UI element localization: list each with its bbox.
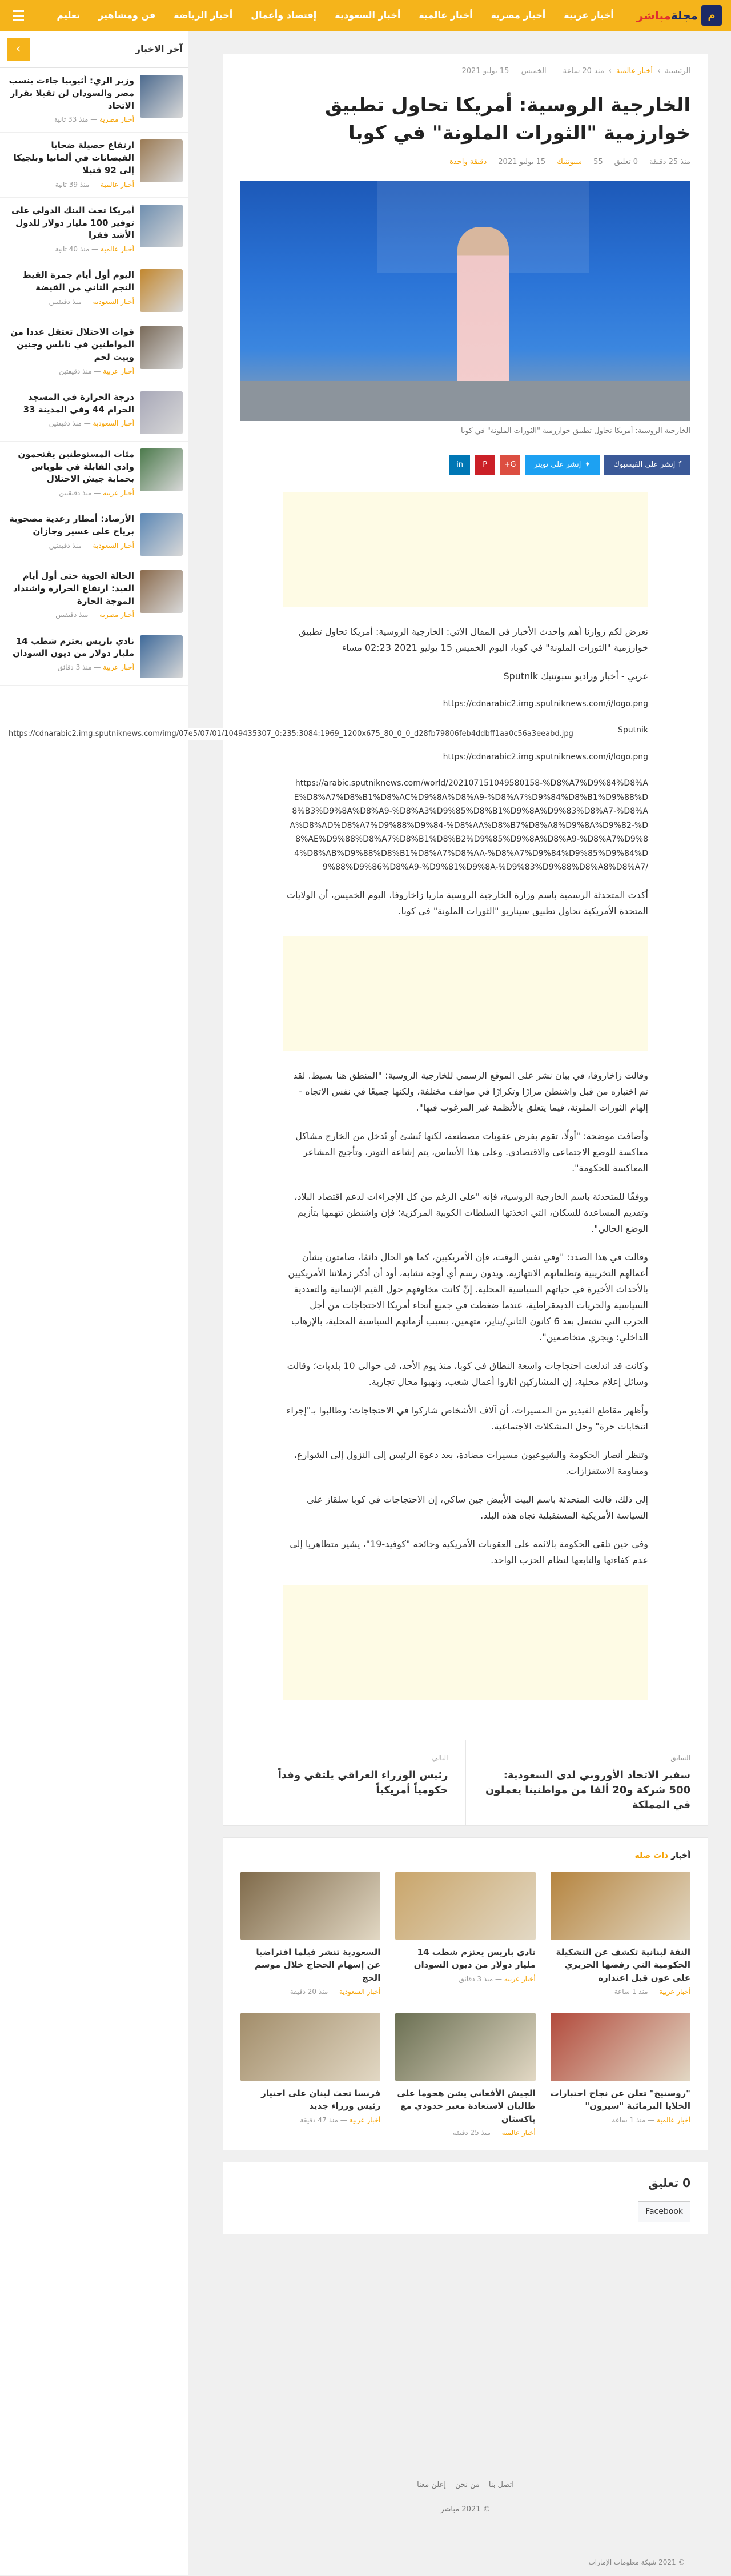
news-title[interactable]: وزير الري: أثيوبيا جاءت بنسب مصر والسودان لن تقبلا بقرار الاتحاد	[9, 75, 134, 111]
article-intro: نعرض لكم زوارنا أهم وأحدث الأخبار فى المقال الاتي: الخارجية الروسية: أمريكا تحاول تطبيق خوارزمية "الثورات الملونة" في كوبا، اليوم الخميس 15 يوليو 2021 02:23 مساء	[299, 626, 648, 653]
logo-url[interactable]: https://cdnarabic2.img.sputniknews.com/i/logo.png	[443, 699, 648, 708]
related-thumbnail[interactable]	[395, 1872, 535, 1940]
footer-copyright: © 2021 مباشر	[440, 2505, 491, 2514]
article-paragraph: وفي حين تلقي الحكومة بالائمة على العقوبات الأمريكية وجائحة "كوفيد-19"، يشير متظاهريا إلى عدم كفاءتها والتابعها لنظام الحزب الواحد.	[290, 1538, 648, 1565]
site-logo[interactable]	[637, 5, 722, 26]
meta-read-time: دقيقة واحدة	[449, 158, 487, 167]
news-category[interactable]: أخبار السعودية	[93, 297, 134, 306]
news-category[interactable]: أخبار عربية	[103, 489, 134, 497]
related-card[interactable]	[240, 1872, 380, 1998]
news-category[interactable]: أخبار عربية	[103, 367, 134, 375]
sidebar-list	[0, 68, 188, 686]
news-meta: أخبار السعودية — منذ دقيقتين	[49, 541, 134, 550]
related-thumbnail[interactable]	[240, 1872, 380, 1940]
breadcrumb-category[interactable]: أخبار عالمية	[616, 67, 653, 75]
related-category[interactable]: أخبار عالمية	[501, 2129, 536, 2137]
next-title: رئيس الوزراء العراقي يلتقي وفداً حكومياً أمريكياً	[278, 1769, 448, 1797]
related-card[interactable]	[240, 2013, 380, 2139]
meta-source[interactable]: سبوتنيك	[557, 158, 583, 167]
related-meta: أخبار عربية — منذ 1 ساعة	[614, 1988, 690, 1996]
related-date: منذ 1 ساعة	[614, 1988, 648, 1996]
main-nav	[47, 0, 622, 31]
ad-slot[interactable]	[283, 1585, 648, 1700]
hero-podium	[240, 381, 690, 421]
news-thumbnail[interactable]	[140, 635, 183, 678]
sidebar-news-item[interactable]	[0, 506, 188, 563]
news-thumbnail[interactable]	[140, 326, 183, 369]
news-thumbnail[interactable]	[140, 391, 183, 434]
nav-item[interactable]: أخبار عربية	[564, 10, 614, 21]
news-text	[6, 139, 134, 190]
article-paragraph: وكانت قد اندلعت احتجاجات واسعة النطاق في كوبا، منذ يوم الأحد، في حوالي 10 بلديات؛ وقالت وسائل إعلام محلية، إن المشاركين أثاروا أعمال شغب، ونهبوا محال تجارية.	[287, 1360, 648, 1387]
news-date: منذ دقيقتين	[59, 489, 92, 497]
prev-title: سفير الاتحاد الأوروبي لدى السعودية: 500 شركة و20 ألفا من مواطنينا يعملون في المملكة	[485, 1769, 690, 1812]
sidebar-news-item[interactable]	[0, 563, 188, 628]
meta-comments[interactable]: 0 تعليق	[614, 158, 638, 167]
related-title[interactable]: فرنسا تحث لبنان على اختيار رئيس وزراء جديد	[261, 2088, 381, 2112]
news-meta: أخبار عالمية — منذ 40 ثانية	[55, 245, 134, 254]
news-category[interactable]: أخبار السعودية	[93, 541, 134, 550]
news-meta: أخبار مصرية — منذ 33 ثانية	[54, 115, 134, 124]
news-category[interactable]: أخبار مصرية	[99, 115, 134, 124]
related-title[interactable]: السعودية تنشر فيلما افتراضيا عن إسهام الحجاج خلال موسم الحج	[255, 1946, 381, 1983]
news-date: منذ 39 ثانية	[55, 180, 90, 189]
related-card[interactable]	[395, 2013, 535, 2139]
menu-icon[interactable]	[9, 6, 27, 25]
latest-news-sidebar	[0, 31, 188, 2575]
news-category[interactable]: أخبار مصرية	[99, 611, 134, 619]
sidebar-news-item[interactable]	[0, 628, 188, 686]
news-meta: أخبار السعودية — منذ دقيقتين	[49, 297, 134, 306]
breadcrumb-separator: ›	[657, 67, 661, 75]
article-title: الخارجية الروسية: أمريكا تحاول تطبيق خوارزمية "الثورات الملونة" في كوبا	[325, 93, 690, 145]
news-meta: أخبار عربية — منذ 3 دقائق	[57, 663, 134, 672]
news-date: منذ دقيقتين	[59, 367, 92, 375]
nav-item[interactable]: أخبار عالمية	[419, 10, 473, 21]
related-thumbnail[interactable]	[551, 1872, 690, 1940]
news-thumbnail[interactable]	[140, 448, 183, 491]
breadcrumb-home[interactable]: الرئيسية	[665, 67, 690, 75]
article-paragraph: وأضافت موضحة: "أولًا، تقوم بفرض عقوبات مصطنعة، لكنها تُنشئ أو تُدخل من الخارج مشاكل معاكسة للوضع الاجتماعي والاقتصادي. وعلى هذا الأساس، يتم إشاعة التوتر، وتأجيج المشاعر المعاكسة للحكومة".	[295, 1130, 648, 1173]
news-meta: أخبار مصرية — منذ دقيقتين	[55, 611, 134, 619]
sidebar-news-item[interactable]	[0, 262, 188, 319]
related-title[interactable]: الجيش الأفغاني يشن هجوما على طالبان لاستعادة معبر حدودي مع باكستان	[397, 2088, 536, 2124]
share-gplus-button[interactable]: G+	[500, 455, 520, 475]
news-thumbnail[interactable]	[140, 570, 183, 613]
logo-url-2[interactable]: https://cdnarabic2.img.sputniknews.com/i/logo.png	[443, 752, 648, 762]
chevron-right-icon[interactable]: ›	[7, 38, 30, 61]
nav-item[interactable]: فن ومشاهير	[98, 10, 156, 21]
news-text	[6, 391, 134, 430]
ad-slot[interactable]	[283, 492, 648, 607]
news-title[interactable]: الحالة الجوية حتى أول أيام العيد: ارتفاع الحرارة واشتداد الموجة الحارة	[13, 571, 134, 606]
related-date: منذ 20 دقيقة	[290, 1988, 328, 1996]
comments-section	[223, 2162, 708, 2234]
article-paragraph: وأظهر مقاطع الفيديو من المسيرات، أن آلاف الأشخاص شاركوا في الاحتجاجات؛ وطالبوا بـ"إجراء انتخابات حرة" وحل المشكلات الاجتماعية.	[286, 1404, 648, 1432]
news-thumbnail[interactable]	[140, 75, 183, 118]
breadcrumb-separator: —	[551, 67, 559, 75]
article-url[interactable]: https://arabic.sputniknews.com/world/202107151049580158-%D8%A7%D9%84%D8%AE%D8%A7%D8%B1%D8%AC%D9%8A%D8%A9-%D8%A7%D9%84%D8%B1%D9%88%D8%B3%D9%8A%D8%A9-%D8%A3%D9%85%D8%B1%D9%8A%D9%83%D8%A7-%D8%AA%D8%AD%D8%A7%D9%88%D9%84-%D8%AA%D8%B7%D8%A8%D9%8A%D9%82-%D8%AE%D9%88%D8%A7%D8%B1%D8%B2%D9%85%D9%8A%D8%A9-%D8%A7%D9%84%D8%AB%D9%88%D8%B1%D8%A7%D8%AA-%D8%A7%D9%84%D9%85%D9%84%D9%88%D9%86%D8%A9-%D9%81%D9%8A-%D9%83%D9%88%D8%A8%D8%A7/	[290, 779, 648, 872]
article-source: عربي - أخبار وراديو سبوتنيك Sputnik	[503, 670, 648, 682]
news-meta: أخبار عالمية — منذ 39 ثانية	[55, 180, 134, 189]
news-category[interactable]: أخبار عالمية	[100, 180, 134, 189]
related-meta: أخبار عالمية — منذ 25 دقيقة	[452, 2129, 536, 2137]
article-paragraph: وقالت في هذا الصدد: "وفي نفس الوقت، فإن الأمريكيين، كما هو الحال دائمًا، صامتون بشأن أعمالهم التخريبية وتطلعاتهم الانتهازية. ويدون رسم أي أوجه تشابه، أود أن أذكر زملائنا الأمريكيين بالأحداث الأخيرة في حياتهم السياسية المحلية. إنّ كانت مخاوفهم حول القيم الإنسانية والتعددية السياسية والحريات الديمقراطية، عندما ضغطت في جميع أنحاء أمريكا الاحتجاجات من أجل الحرب التي تشتعل بعد 6 كانون الثاني/يناير، متهمين، بسبب أزماتهم السياسية المحلية، بالإرهاب الداخلي؛ ويجري متخاصمين".	[288, 1251, 648, 1343]
nav-item[interactable]: أخبار الرياضة	[174, 10, 233, 21]
related-date: منذ 3 دقائق	[459, 1974, 493, 1983]
related-title[interactable]: "روستيخ" تعلن عن نجاح اختبارات الخلايا البرمائية "سيرون"	[550, 2088, 690, 2112]
related-category[interactable]: أخبار عربية	[504, 1974, 536, 1983]
related-category[interactable]: أخبار السعودية	[339, 1988, 381, 1996]
related-category[interactable]: أخبار عربية	[349, 2116, 381, 2124]
breadcrumb-separator: ›	[608, 67, 612, 75]
next-article-link[interactable]	[223, 1740, 466, 1825]
related-card[interactable]	[551, 1872, 690, 1998]
nav-item[interactable]: أخبار السعودية	[335, 10, 401, 21]
news-title[interactable]: اليوم أول أيام جمرة القيظ النجم الثاني من القيضة	[22, 270, 134, 293]
news-meta: أخبار عربية — منذ دقيقتين	[59, 367, 134, 375]
status-url: https://cdnarabic2.img.sputniknews.com/img/07e5/07/01/1049435307_0:235:3084:1969_1200x675_80_0_0_d28fb79806feb4ddbff1aa0c56a3eeabd.jpg	[9, 728, 573, 740]
related-meta: أخبار عالمية — منذ 1 ساعة	[612, 2116, 690, 2124]
logo-text: مجلةمباشر	[636, 9, 698, 22]
sidebar-news-item[interactable]	[0, 133, 188, 197]
share-twitter-button[interactable]: ✦ إنشر على تويتر	[525, 455, 600, 475]
sidebar-news-item[interactable]	[0, 198, 188, 262]
site-footer	[223, 2479, 708, 2516]
next-label: التالي	[432, 1753, 448, 1762]
related-title[interactable]: نادي باريس يعتزم شطب 14 مليار دولار من ديون السودان	[413, 1946, 536, 1970]
news-text	[6, 75, 134, 125]
footer-link[interactable]: إعلن معنا	[417, 2481, 446, 2489]
news-text	[6, 513, 134, 551]
article-paragraph: وتنظر أنصار الحكومة والشيوعيون مسيرات مضادة، بعد دعوة الرئيس إلى النزول إلى الشوارع، ومقاومة الاستفزازات.	[294, 1449, 648, 1476]
share-bar	[240, 455, 690, 475]
news-category[interactable]: أخبار السعودية	[93, 419, 134, 428]
prev-label: السابق	[670, 1753, 690, 1762]
related-news	[223, 1837, 708, 2150]
news-meta: أخبار عربية — منذ دقيقتين	[59, 489, 134, 497]
news-date: منذ 40 ثانية	[55, 245, 90, 254]
news-thumbnail[interactable]	[140, 139, 183, 182]
news-text	[6, 448, 134, 499]
facebook-icon: f	[678, 460, 681, 469]
news-text	[6, 269, 134, 307]
news-title[interactable]: قوات الاحتلال تعتقل عددا من المواطنين في نابلس وجنين وبيت لحم	[10, 327, 134, 362]
hero-image	[240, 181, 690, 421]
news-text	[6, 635, 134, 674]
share-linkedin-button[interactable]: in	[449, 455, 470, 475]
sidebar-news-item[interactable]	[0, 384, 188, 442]
related-thumbnail[interactable]	[240, 2013, 380, 2081]
related-date: منذ 25 دقيقة	[452, 2129, 491, 2137]
news-category[interactable]: أخبار عالمية	[100, 245, 134, 254]
prev-next-nav	[223, 1740, 708, 1826]
article-body	[283, 492, 648, 1700]
hero-caption: الخارجية الروسية: أمريكا تحاول تطبيق خوارزمية "الثورات الملونة" في كوبا	[461, 427, 690, 436]
news-text	[6, 205, 134, 255]
share-pinterest-button[interactable]: P	[475, 455, 495, 475]
news-thumbnail[interactable]	[140, 513, 183, 556]
sidebar-copyright: © 2021 شبكة معلومات الإمارات	[588, 2558, 685, 2566]
news-meta: أخبار السعودية — منذ دقيقتين	[49, 419, 134, 428]
related-meta: أخبار عربية — منذ 3 دقائق	[459, 1974, 536, 1983]
site-header	[0, 0, 731, 31]
news-title[interactable]: مئات المستوطنين يقتحمون وادي القابلة في طوباس بحماية جيش الاحتلال	[18, 448, 134, 484]
related-category[interactable]: أخبار عالمية	[656, 2116, 690, 2124]
related-meta: أخبار عربية — منذ 47 دقيقة	[300, 2116, 381, 2124]
meta-views: 55	[593, 158, 603, 167]
news-date: منذ دقيقتين	[49, 297, 82, 306]
related-category[interactable]: أخبار عربية	[659, 1988, 690, 1996]
sidebar-header	[0, 31, 188, 68]
breadcrumb	[240, 66, 690, 78]
related-card[interactable]	[551, 2013, 690, 2139]
meta-time-ago: منذ 25 دقيقة	[649, 158, 690, 167]
meta-date: 15 يوليو 2021	[498, 158, 546, 167]
news-date: منذ 33 ثانية	[54, 115, 89, 124]
facebook-comments-tab[interactable]: Facebook	[638, 2201, 690, 2222]
sputnik-label: Sputnik	[617, 726, 648, 735]
comments-count: 0 تعليق	[648, 2176, 690, 2190]
sidebar-news-item[interactable]	[0, 68, 188, 133]
sidebar-news-item[interactable]	[0, 319, 188, 384]
news-thumbnail[interactable]	[140, 269, 183, 312]
article-lead: أكدت المتحدثة الرسمية باسم وزارة الخارجية الروسية ماريا زاخاروفا، اليوم الخميس، أن الولايات المتحدة الأمريكية تحاول تطبيق سيناريو "الثورات الملونة" في كوبا.	[286, 889, 648, 916]
news-category[interactable]: أخبار عربية	[103, 663, 134, 672]
sidebar-news-item[interactable]	[0, 442, 188, 506]
related-title[interactable]: النقة لبنانية تكشف عن التشكيلة الحكومية التي رفضها الحريري على عون قبل اعتذاره	[556, 1946, 690, 1983]
main-content	[223, 31, 708, 2234]
news-title[interactable]: ارتفاع حصيلة ضحايا الفيضانات في ألمانيا وبلجيكا إلى 92 قتيلا	[13, 140, 134, 175]
news-title[interactable]: الأرصاد: أمطار رعدية مصحوبة برياح على عسير وجازان	[9, 514, 134, 536]
hero-speaker	[457, 227, 509, 387]
news-title[interactable]: درجة الحرارة في المسجد الحرام 44 وفي المدينة 33	[23, 391, 134, 415]
nav-item[interactable]: تعليم	[57, 10, 81, 21]
article-paragraphs	[283, 1068, 648, 1568]
related-date: منذ 47 دقيقة	[300, 2116, 338, 2124]
breadcrumb-day: الخميس — 15 يوليو 2021	[461, 67, 547, 75]
logo-mark-icon: م	[701, 5, 722, 26]
article-paragraph: وقالت زاخاروفا، في بيان نشر على الموقع الرسمي للخارجية الروسية: "المنطق هنا بسيط. لقد تم اختباره من قبل واشنطن مرارًا وتكرارًا في مواقف مختلفة، ولكنها جميعًا في نفس الاتجاه - إلهام الثورات الملونة، فيما يتعلق بالأنظمة غير المرغوب فيها".	[293, 1069, 648, 1113]
related-heading: أخبار ذات صلة	[634, 1851, 690, 1861]
related-grid	[240, 1872, 690, 2138]
article-paragraph: ووفقًا للمتحدثة باسم الخارجية الروسية، فإنه "على الرغم من كل الإجراءات لدعم اقتصاد البلاد، وتقديم المساعدة للسكان، التي اتخذتها السلطات الكوبية المركزية؛ فإن واشنطن تتهمها بتأزيم الوضع الحالي".	[294, 1191, 648, 1234]
news-date: منذ دقيقتين	[49, 541, 82, 550]
twitter-icon: ✦	[584, 460, 591, 469]
ad-slot[interactable]	[283, 936, 648, 1051]
news-title[interactable]: أمريكا تحث البنك الدولي على توفير 100 مليار دولار للدول الأشد فقرا	[11, 205, 134, 241]
nav-item[interactable]: أخبار مصرية	[491, 10, 546, 21]
news-date: منذ دقيقتين	[49, 419, 82, 428]
article-paragraph: إلى ذلك، قالت المتحدثة باسم البيت الأبيض جين ساكي، إن الاحتجاجات في كوبا سلقاز على السياسة الأمريكية المستقبلية تجاه هذه البلد.	[307, 1493, 648, 1521]
news-text	[6, 570, 134, 620]
related-thumbnail[interactable]	[551, 2013, 690, 2081]
prev-article-link[interactable]	[466, 1740, 708, 1825]
nav-item[interactable]: إقتصاد وأعمال	[251, 10, 317, 21]
footer-links	[223, 2479, 708, 2491]
related-card[interactable]	[395, 1872, 535, 1998]
news-text	[6, 326, 134, 376]
news-date: منذ دقيقتين	[55, 611, 89, 619]
footer-link[interactable]: من نحن	[455, 2481, 480, 2489]
article-meta	[240, 157, 690, 169]
article	[223, 54, 708, 1740]
related-meta: أخبار السعودية — منذ 20 دقيقة	[290, 1988, 381, 1996]
news-date: منذ 3 دقائق	[57, 663, 92, 672]
news-thumbnail[interactable]	[140, 205, 183, 247]
footer-link[interactable]: اتصل بنا	[488, 2481, 514, 2489]
breadcrumb-date: منذ 20 ساعة	[563, 67, 604, 75]
related-thumbnail[interactable]	[395, 2013, 535, 2081]
share-facebook-button[interactable]: f إنشر على الفيسبوك	[604, 455, 690, 475]
sidebar-title: آخر الاخبار	[135, 43, 183, 55]
related-date: منذ 1 ساعة	[612, 2116, 646, 2124]
news-title[interactable]: نادي باريس يعتزم شطب 14 مليار دولار من ديون السودان	[13, 635, 134, 659]
